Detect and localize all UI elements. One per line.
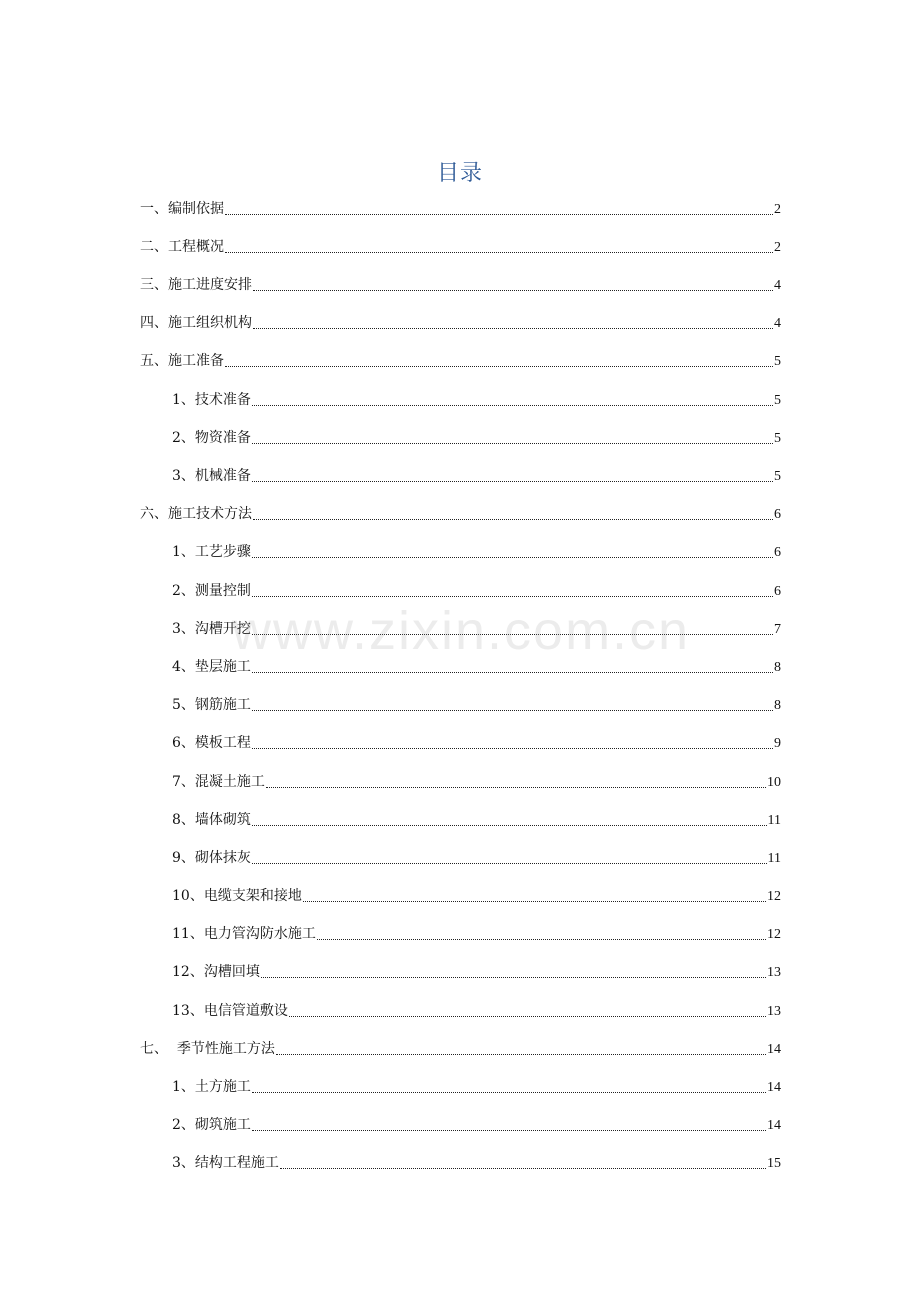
toc-entry-page: 11 [767,813,781,828]
toc-entry-label: 5、钢筋施工 [172,697,251,713]
dot-leader [289,1016,766,1017]
toc-entry[interactable] [172,885,781,907]
toc-entry[interactable] [172,847,781,869]
dot-leader [252,863,767,864]
toc-entry-label: 7、混凝土施工 [172,774,265,790]
dot-leader [252,672,773,673]
toc-entry-page: 2 [774,202,781,217]
toc-entry-page: 5 [774,469,781,484]
toc-entry-label: 二、工程概况 [140,239,224,255]
dot-leader [252,710,773,711]
toc-entry[interactable] [172,1114,781,1136]
toc-entry-label: 四、施工组织机构 [140,315,252,331]
watermark: www.zixin.com.cn [232,601,691,661]
toc-entry-page: 11 [767,851,781,866]
toc-entry-page: 13 [767,965,781,980]
dot-leader [253,328,773,329]
toc-entry[interactable] [140,274,781,296]
toc-entry-page: 7 [774,622,781,637]
toc-entry-page: 6 [774,507,781,522]
toc-entry-label: 1、土方施工 [172,1079,251,1095]
toc-entry[interactable] [140,350,781,372]
dot-leader [280,1168,766,1169]
toc-entry-page: 2 [774,240,781,255]
toc-entry-page: 14 [767,1042,781,1057]
toc-entry-label: 1、工艺步骤 [172,544,251,560]
toc-entry-page: 13 [767,1004,781,1019]
dot-leader [252,405,773,406]
toc-entry-page: 8 [774,660,781,675]
dot-leader [317,939,766,940]
toc-entry-page: 6 [774,545,781,560]
toc-entry[interactable] [172,1076,781,1098]
toc-entry-label: 五、施工准备 [140,353,224,369]
toc-entry[interactable] [140,503,781,525]
toc-entry-label: 1、技术准备 [172,392,251,408]
toc-entry[interactable] [140,236,781,258]
dot-leader [253,290,773,291]
toc-entry-label: 11、电力管沟防水施工 [172,926,316,942]
dot-leader [252,443,773,444]
toc-entry-label: 三、施工进度安排 [140,277,252,293]
toc-entry[interactable] [172,732,781,754]
dot-leader [303,901,766,902]
dot-leader [261,977,766,978]
toc-entry-label: 12、沟槽回填 [172,964,260,980]
toc-entry-page: 15 [767,1156,781,1171]
toc-entry-page: 12 [767,889,781,904]
toc-entry-label: 七、 季节性施工方法 [140,1041,275,1057]
toc-entry-label: 3、沟槽开挖 [172,621,251,637]
toc-entry-label: 一、编制依据 [140,201,224,217]
dot-leader [252,481,773,482]
dot-leader [266,787,766,788]
toc-entry-label: 8、墙体砌筑 [172,812,251,828]
toc-entry[interactable] [172,694,781,716]
dot-leader [252,1092,766,1093]
dot-leader [225,214,773,215]
dot-leader [225,366,773,367]
dot-leader [276,1054,766,1055]
dot-leader [252,748,773,749]
toc-entry-page: 14 [767,1118,781,1133]
toc-entry[interactable] [172,389,781,411]
toc-entry-page: 6 [774,584,781,599]
toc-entry[interactable] [172,580,781,602]
toc-entry-label: 9、砌体抹灰 [172,850,251,866]
toc-entry[interactable] [140,312,781,334]
dot-leader [252,557,773,558]
toc-entry[interactable] [172,923,781,945]
toc-entry-label: 10、电缆支架和接地 [172,888,302,904]
toc-entry-label: 6、模板工程 [172,735,251,751]
dot-leader [252,1130,766,1131]
dot-leader [253,519,773,520]
toc-entry[interactable] [172,541,781,563]
toc-entry-label: 2、砌筑施工 [172,1117,251,1133]
toc-title: 目录 [436,161,483,186]
dot-leader [225,252,773,253]
dot-leader [252,825,767,826]
toc-entry[interactable] [172,465,781,487]
toc-entry[interactable] [172,771,781,793]
toc-entry-page: 5 [774,431,781,446]
dot-leader [252,596,773,597]
toc-entry[interactable] [172,1000,781,1022]
toc-entry-page: 12 [767,927,781,942]
toc-entry-page: 14 [767,1080,781,1095]
toc-entry-label: 六、施工技术方法 [140,506,252,522]
toc-entry[interactable] [140,198,781,220]
toc-entry-label: 13、电信管道敷设 [172,1003,288,1019]
toc-entry-page: 10 [767,775,781,790]
toc-entry-label: 3、结构工程施工 [172,1155,279,1171]
toc-entry[interactable] [172,427,781,449]
toc-entry[interactable] [172,809,781,831]
toc-entry[interactable] [172,961,781,983]
toc-entry-page: 9 [774,736,781,751]
toc-entry-page: 4 [774,316,781,331]
toc-entry-label: 3、机械准备 [172,468,251,484]
toc-entry-page: 5 [774,354,781,369]
toc-entry-page: 8 [774,698,781,713]
toc-entry[interactable] [140,1038,781,1060]
toc-entry[interactable] [172,1152,781,1174]
toc-entry-label: 4、垫层施工 [172,659,251,675]
toc-entry-page: 4 [774,278,781,293]
toc-entry-label: 2、测量控制 [172,583,251,599]
toc-entry-page: 5 [774,393,781,408]
toc-entry-label: 2、物资准备 [172,430,251,446]
